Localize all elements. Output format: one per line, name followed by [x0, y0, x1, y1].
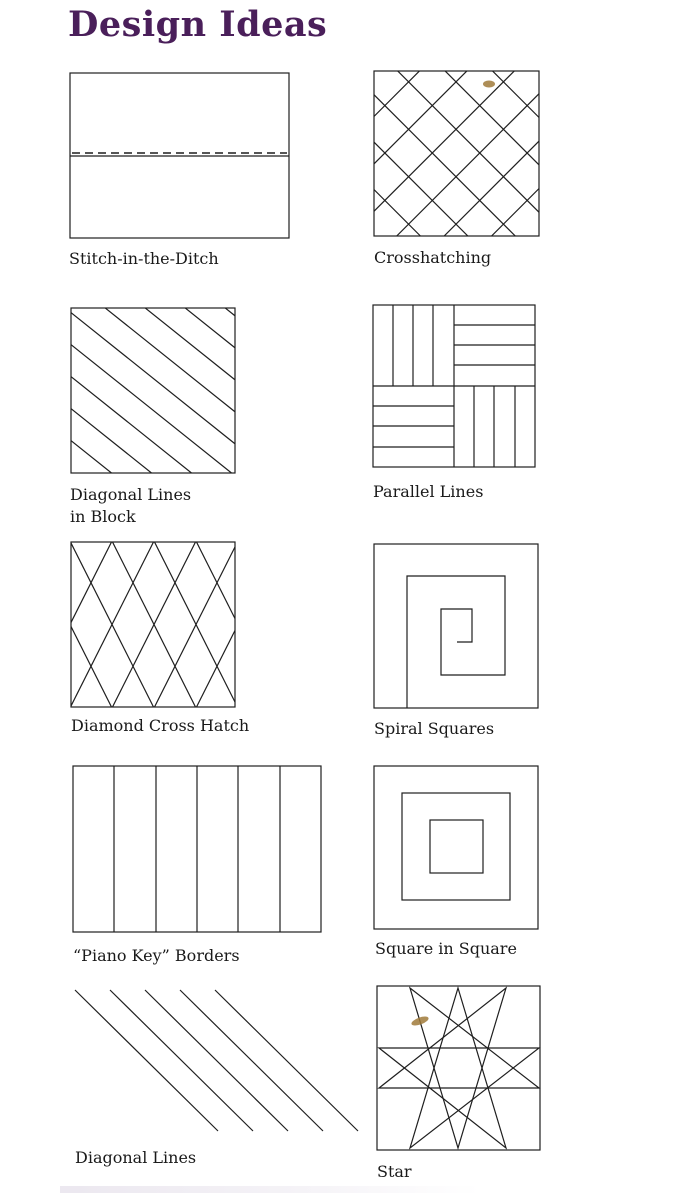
block-diagonal-line [0, 307, 152, 473]
block-diagonal-line [24, 307, 232, 473]
diamond-line [0, 541, 28, 708]
caption-diamond-cross-hatch: Diamond Cross Hatch [71, 716, 250, 735]
block-diagonal-line [144, 307, 352, 473]
stitch-in-the-ditch-diagram [69, 72, 291, 240]
caption-star: Star [377, 1162, 412, 1181]
piano-key-borders-diagram [72, 765, 323, 934]
diamond-line [0, 541, 70, 708]
diagonal-lines-in-block-diagram [70, 307, 237, 475]
caption-diagonal-lines-in-block-1: Diagonal Lines [70, 485, 192, 504]
diagonal-lines-diagram [70, 985, 365, 1135]
crosshatch-line [539, 70, 681, 236]
diamond-line [280, 541, 364, 708]
diamond-line [0, 541, 28, 708]
caption-crosshatching: Crosshatching [374, 248, 492, 267]
star-diagram [376, 985, 542, 1152]
caption-square-in-square: Square in Square [375, 939, 517, 958]
parallel-lines-diagram [372, 304, 537, 469]
caption-diagonal-lines: Diagonal Lines [75, 1148, 197, 1167]
crosshatch-line [539, 70, 681, 236]
crosshatching-diagram [373, 70, 541, 238]
caption-spiral-squares: Spiral Squares [374, 719, 495, 738]
stain-mark [410, 1015, 429, 1028]
diamond-line [238, 541, 322, 708]
square-in-square-diagram [373, 765, 540, 931]
caption-piano-key-borders: “Piano Key” Borders [73, 946, 240, 965]
spiral-squares-diagram [373, 543, 540, 710]
block-diagonal-line [64, 307, 272, 473]
block-diagonal-line [104, 307, 312, 473]
diamond-line [238, 541, 322, 708]
diamond-line [0, 541, 70, 708]
bottom-edge-strip [60, 1186, 480, 1193]
crosshatch-line [634, 70, 681, 236]
crosshatch-line [634, 70, 681, 236]
caption-stitch-in-the-ditch: Stitch-in-the-Ditch [69, 249, 219, 268]
stain-mark [483, 81, 495, 88]
block-diagonal-line [184, 307, 392, 473]
diamond-cross-hatch-diagram [70, 541, 237, 709]
caption-parallel-lines: Parallel Lines [373, 482, 484, 501]
caption-diagonal-lines-in-block-2: in Block [70, 507, 136, 526]
crosshatch-line [586, 70, 681, 236]
crosshatch-line [586, 70, 681, 236]
page-title: Design Ideas [68, 4, 328, 45]
diamond-line [280, 541, 364, 708]
